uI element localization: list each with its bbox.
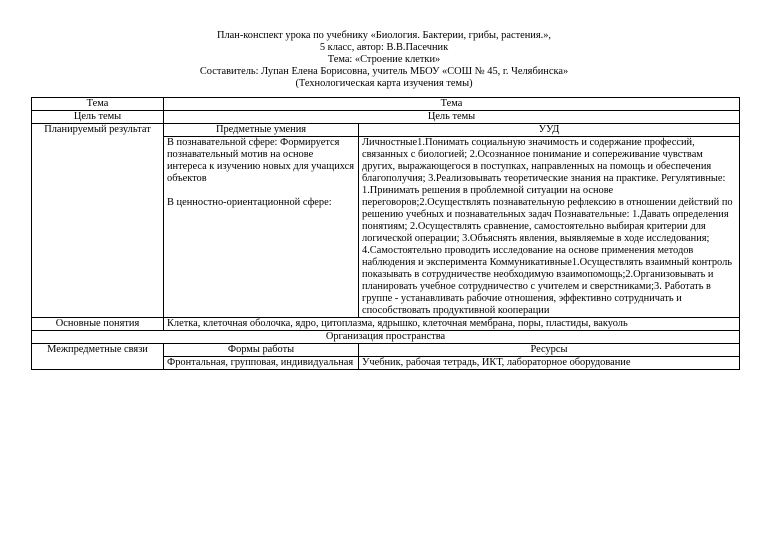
table-row [32, 331, 740, 344]
header-line-2: 5 класс, автор: В.В.Пасечник [319, 42, 449, 53]
header-line-4: Составитель: Лупан Елена Борисовна, учитель МБОУ «СОШ № 45, г. Челябинска» [199, 66, 569, 77]
resources-value: Учебник, рабочая тетрадь, ИКТ, лабораторное оборудование [359, 357, 740, 370]
topic-label: Тема [32, 98, 164, 111]
table-row [32, 111, 740, 124]
goal-value: Цель темы [164, 111, 740, 124]
table-row [32, 344, 740, 357]
subject-skills-header: Предметные умения [164, 124, 359, 137]
document-header [0, 30, 768, 90]
concepts-value: Клетка, клеточная оболочка, ядро, цитоплазма, ядрышко, клеточная мембрана, поры, пластиды, вакуоль [164, 318, 740, 331]
header-line-3: Тема: «Строение клетки» [327, 54, 441, 65]
results-label: Планируемый результат [32, 124, 164, 318]
lesson-table [31, 97, 740, 370]
subject-skills-cell [164, 137, 359, 318]
resources-header: Ресурсы [359, 344, 740, 357]
table-row [32, 124, 740, 137]
work-forms-value: Фронтальная, групповая, индивидуальная [164, 357, 359, 370]
work-forms-header: Формы работы [164, 344, 359, 357]
subject-cognitive-text: В познавательной сфере: Формируется познавательный мотив на основе интереса к изучению новых для учащихся объектов [167, 137, 355, 184]
concepts-label: Основные понятия [32, 318, 164, 331]
space-organization-header: Организация пространства [32, 331, 740, 344]
subject-value-text: В ценностно-ориентационной сфере: [167, 197, 332, 208]
topic-value: Тема [164, 98, 740, 111]
uud-header: УУД [359, 124, 740, 137]
uud-text: Личностные1.Понимать социальную значимость и содержание профессий, связанных с биологией; 2.Осознанное понимание и сопереживание чувствам других, выражающегося в поступках, направленных на помощь и обеспечения благополучия; 3.Реализовывать теоретические знания на практике. Регулятивные: 1.Принимать решения в проблемной ситуации на основе переговоров;2.Осуществлять познавательную рефлексию в отношении действий по решению учебных и познавательных задач Познавательные: 1.Давать определения понятиям; 2.Осуществлять сравнение, самостоятельно выбирая критерии для логической операции; 3.Объяснять явления, выявляемые в ходе исследования; 4.Самостоятельно проводить исследование на основе применения методов наблюдения и эксперимента Коммуникативные1.Осуществлять взаимный контроль показывать в сотрудничестве необходимую взаимопомощь;2.Организовывать и планировать учебное сотрудничество с учителем и сверстниками;3. Работать в группе - устанавливать рабочие отношения, эффективно сотрудничать и способствовать продуктивной кооперации [359, 137, 740, 318]
header-line-1: План-конспект урока по учебнику «Биология. Бактерии, грибы, растения.», [216, 30, 552, 41]
goal-label: Цель темы [32, 111, 164, 124]
header-line-5: (Технологическая карта изучения темы) [295, 78, 473, 89]
table-row [32, 318, 740, 331]
table-row [32, 98, 740, 111]
interdisciplinary-label: Межпредметные связи [32, 344, 164, 370]
